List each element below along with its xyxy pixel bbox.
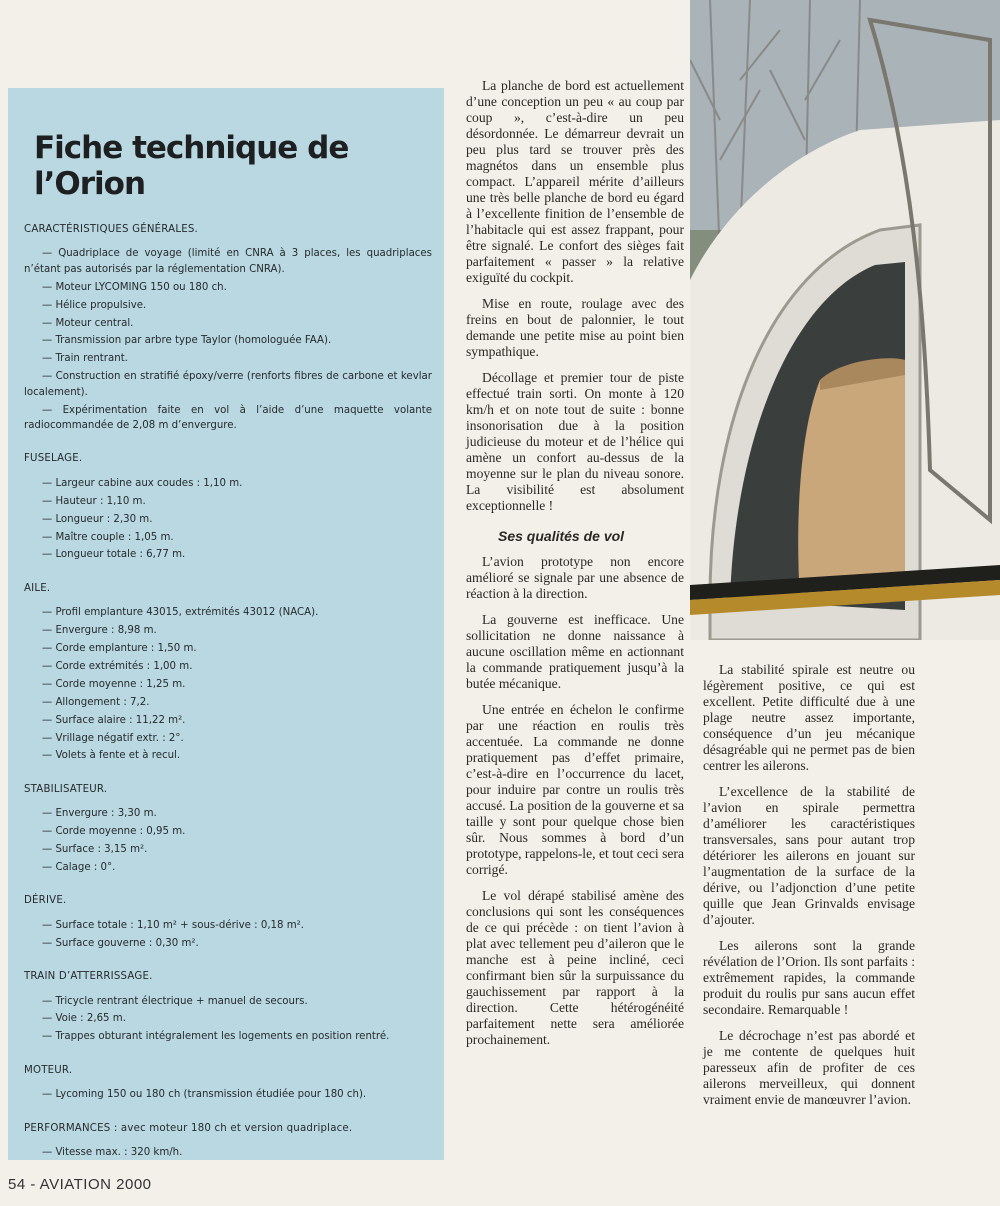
spec-section: [24, 782, 432, 876]
spec-item: — Trappes obturant intégralement les logements en position rentré.: [24, 1029, 432, 1044]
article-paragraph: La stabilité spirale est neutre ou légèrement positive, ce qui est excellent. Petite difficulté due à une plage neutre assez importante, conséquence d’un jeu mécanique désagréable qui ne permet pas de bien centrer les ailerons.: [703, 662, 915, 773]
spec-list: [24, 994, 432, 1045]
spec-item: — Surface totale : 1,10 m² + sous-dérive : 0,18 m².: [24, 918, 432, 933]
article-paragraph: L’excellence de la stabilité de l’avion en spirale permettra d’améliorer les caractéristiques transversales, sans pour autant trop détériorer les ailerons en jouant sur l’augmentation de la surface de la dérive, ou l’adjonction d’une petite quille que Jean Grinvalds envisage d’ajouter.: [703, 784, 915, 927]
spec-sections: [24, 222, 432, 1160]
article-paragraph: L’avion prototype non encore amélioré se signale par une absence de réaction à la direction.: [466, 554, 684, 601]
article-paragraph: Les ailerons sont la grande révélation de l’Orion. Ils sont parfaits : extrêmement rapides, la commande produit du roulis pur sans aucun effet secondaire. Remarquable !: [703, 938, 915, 1017]
spec-heading-label: FUSELAGE.: [24, 453, 83, 465]
article-paragraphs-right: [703, 662, 915, 1108]
spec-section: [24, 451, 432, 562]
spec-heading-label: MOTEUR.: [24, 1064, 73, 1076]
spec-item: — Envergure : 3,30 m.: [24, 806, 432, 821]
spec-item: — Corde extrémités : 1,00 m.: [24, 659, 432, 674]
spec-list: [24, 918, 432, 951]
spec-item: — Longueur totale : 6,77 m.: [24, 547, 432, 562]
spec-item: — Construction en stratifié époxy/verre (renforts fibres de carbone et kevlar localement).: [24, 369, 432, 400]
spec-list: [24, 246, 432, 433]
spec-heading-label: AILE.: [24, 582, 51, 594]
article-paragraph: Mise en route, roulage avec des freins en bout de palonnier, le tout demande une petite mise au point bien sympathique.: [466, 296, 684, 359]
spec-item: — Voie : 2,65 m.: [24, 1011, 432, 1026]
spec-heading-suffix: : avec moteur 180 ch et version quadriplace.: [110, 1122, 353, 1134]
spec-heading-label: DÉRIVE.: [24, 895, 67, 907]
spec-item: — Maître couple : 1,05 m.: [24, 530, 432, 545]
spec-section: [24, 893, 432, 951]
article-subheading: Ses qualités de vol: [498, 528, 625, 544]
spec-section: [24, 1121, 432, 1160]
spec-item: — Surface alaire : 11,22 m².: [24, 713, 432, 728]
spec-section-heading: [24, 222, 432, 237]
article-paragraph: Le vol dérapé stabilisé amène des conclusions qui sont les conséquences de ce qui précède : on tient l’avion à plat avec tellement peu d’aileron que le manche est à peine incliné, ceci confirmant bien sûr la surpuissance du gauchissement par rapport à la direction. Cette hétérogénéité parfaitement nette sera améliorée prochainement.: [466, 888, 684, 1047]
spec-title: Fiche technique de l’Orion: [34, 130, 349, 202]
spec-item: — Hélice propulsive.: [24, 298, 432, 313]
article-paragraph: Une entrée en échelon le confirme par une réaction en roulis très accentuée. La commande ne donne pratiquement pas d’effet primaire, c’est-à-dire en l’occurrence du lacet, pour induire par contre un roulis très accusé. La position de la gouverne et sa taille y sont pour quelque chose bien sûr. Nous sommes à bord d’un prototype, rappelons-le, et tout ceci sera corrigé.: [466, 702, 684, 877]
page-folio: 54 - AVIATION 2000: [8, 1176, 152, 1193]
spec-list: [24, 476, 432, 563]
spec-list: [24, 1145, 432, 1160]
spec-item: — Largeur cabine aux coudes : 1,10 m.: [24, 476, 432, 491]
spec-item: — Surface : 3,15 m².: [24, 842, 432, 857]
spec-list: [24, 806, 432, 875]
spec-item: — Longueur : 2,30 m.: [24, 512, 432, 527]
spec-item: — Expérimentation faite en vol à l’aide d’une maquette volante radiocommandée de 2,08 m d’envergure.: [24, 403, 432, 434]
spec-item: — Vrillage négatif extr. : 2°.: [24, 731, 432, 746]
spec-section: [24, 969, 432, 1045]
spec-heading-label: CARACTÉRISTIQUES GÉNÉRALES.: [24, 224, 198, 235]
spec-item: — Train rentrant.: [24, 351, 432, 366]
spec-section-heading: [24, 1121, 432, 1136]
article-column-left: [466, 78, 684, 1058]
spec-item: — Moteur central.: [24, 316, 432, 331]
spec-section-heading: [24, 1063, 432, 1078]
spec-heading-label: PERFORMANCES: [24, 1122, 111, 1134]
article-paragraph: La planche de bord est actuellement d’une conception un peu « au coup par coup », c’est-à-dire un peu désordonnée. Le démarreur devrait un peu plus tard se trouver près des magnétos dans un ensemble plus compact. L’appareil mérite d’ailleurs une très belle planche de bord eu égard à l’excellente finition de l’ensemble de l’habitacle qui est assez frappant, pour être signalé. Le confort des sièges fait parfaitement « passer » la relative exiguïté du cockpit.: [466, 78, 684, 285]
spec-list: [24, 1087, 432, 1102]
spec-item: — Transmission par arbre type Taylor (homologuée FAA).: [24, 333, 432, 348]
aircraft-photo: [690, 0, 1000, 640]
spec-item: — Corde emplanture : 1,50 m.: [24, 641, 432, 656]
spec-item: — Profil emplanture 43015, extrémités 43012 (NACA).: [24, 605, 432, 620]
spec-list: [24, 605, 432, 764]
spec-item: — Envergure : 8,98 m.: [24, 623, 432, 638]
spec-item: — Corde moyenne : 1,25 m.: [24, 677, 432, 692]
article-paragraph: La gouverne est inefficace. Une sollicitation ne donne naissance à aucune oscillation même en actionnant la commande pratiquement jusqu’à la butée mécanique.: [466, 612, 684, 691]
spec-item: — Calage : 0°.: [24, 860, 432, 875]
spec-heading-label: TRAIN D’ATTERRISSAGE.: [24, 971, 153, 983]
spec-item: — Vitesse max. : 320 km/h.: [24, 1145, 432, 1160]
article-column-right: [703, 662, 915, 1118]
spec-item: — Allongement : 7,2.: [24, 695, 432, 710]
spec-heading-label: STABILISATEUR.: [24, 783, 108, 795]
spec-section: [24, 1063, 432, 1103]
article-paragraphs-top: [466, 78, 684, 514]
spec-section-heading: [24, 581, 432, 596]
spec-item: — Quadriplace de voyage (limité en CNRA à 3 places, les quadriplaces n’étant pas autorisés par la réglementation CNRA).: [24, 246, 432, 277]
spec-item: — Lycoming 150 ou 180 ch (transmission étudiée pour 180 ch).: [24, 1087, 432, 1102]
spec-item: — Corde moyenne : 0,95 m.: [24, 824, 432, 839]
spec-sheet: [8, 88, 444, 1160]
spec-item: — Moteur LYCOMING 150 ou 180 ch.: [24, 280, 432, 295]
spec-item: — Tricycle rentrant électrique + manuel de secours.: [24, 994, 432, 1009]
spec-section: [24, 581, 432, 764]
article-paragraph: Décollage et premier tour de piste effectué train sorti. On monte à 120 km/h et on note tout de suite : bonne insonorisation due à la position judicieuse du moteur et de l’hélice qui amène un confort au-dessus de la moyenne sur le plan du niveau sonore. La visibilité est absolument exceptionnelle !: [466, 370, 684, 513]
spec-section-heading: [24, 969, 432, 984]
spec-section-heading: [24, 782, 432, 797]
aircraft-illustration: [690, 0, 1000, 640]
spec-section-heading: [24, 451, 432, 466]
article-paragraphs-bottom: [466, 554, 684, 1048]
spec-section: [24, 222, 432, 433]
spec-item: — Hauteur : 1,10 m.: [24, 494, 432, 509]
article-paragraph: Le décrochage n’est pas abordé et je me contente de quelques huit paresseux afin de profiter de ces ailerons merveilleux, qui donnent vraiment envie de manœuvrer l’avion.: [703, 1028, 915, 1107]
spec-item: — Volets à fente et à recul.: [24, 748, 432, 763]
spec-item: — Surface gouverne : 0,30 m².: [24, 936, 432, 951]
spec-section-heading: [24, 893, 432, 908]
